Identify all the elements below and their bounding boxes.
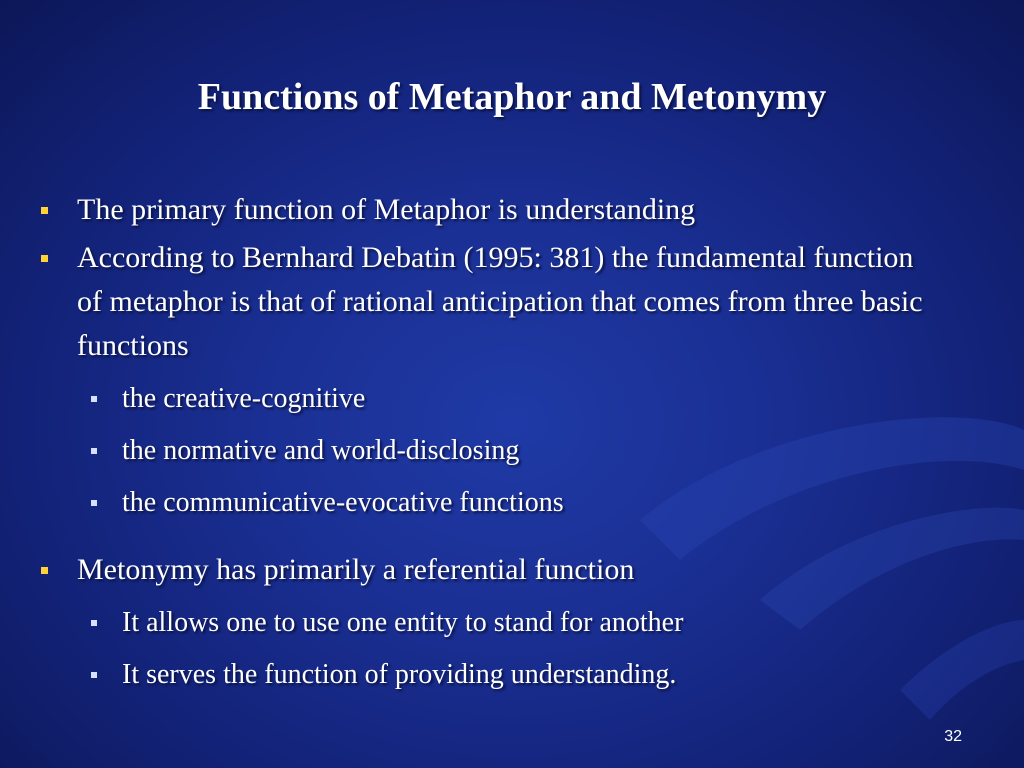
sub-list-item	[40, 430, 940, 472]
slide-number: 32	[944, 728, 962, 745]
bullet-text: Metonymy has primarily a referential function	[77, 553, 635, 586]
list-item	[40, 548, 940, 592]
square-bullet-icon	[41, 567, 48, 574]
sub-list-item	[40, 482, 940, 524]
list-item	[40, 236, 940, 368]
list-spacer	[40, 524, 940, 548]
sub-bullet-text: the creative-cognitive	[122, 383, 366, 414]
slide-title: Functions of Metaphor and Metonymy	[197, 76, 827, 118]
square-sub-bullet-icon	[91, 396, 97, 402]
sub-list-item	[40, 378, 940, 420]
sub-list-item	[40, 654, 940, 696]
bullet-text: According to Bernhard Debatin (1995: 381) the fundamental function of metaphor is that of rational anticipation that comes from three basic functions	[77, 241, 923, 362]
square-bullet-icon	[41, 207, 48, 214]
sub-bullet-text: It serves the function of providing understanding.	[122, 659, 677, 690]
square-sub-bullet-icon	[91, 448, 97, 454]
square-sub-bullet-icon	[91, 500, 97, 506]
bullet-text: The primary function of Metaphor is understanding	[77, 193, 696, 226]
sub-bullet-text: It allows one to use one entity to stand for another	[122, 607, 684, 638]
square-bullet-icon	[41, 255, 48, 262]
list-item	[40, 188, 940, 232]
slide-content	[40, 188, 940, 696]
square-sub-bullet-icon	[91, 672, 97, 678]
square-sub-bullet-icon	[91, 620, 97, 626]
sub-bullet-text: the normative and world-disclosing	[122, 435, 520, 466]
sub-list-item	[40, 602, 940, 644]
sub-bullet-text: the communicative-evocative functions	[122, 487, 564, 518]
